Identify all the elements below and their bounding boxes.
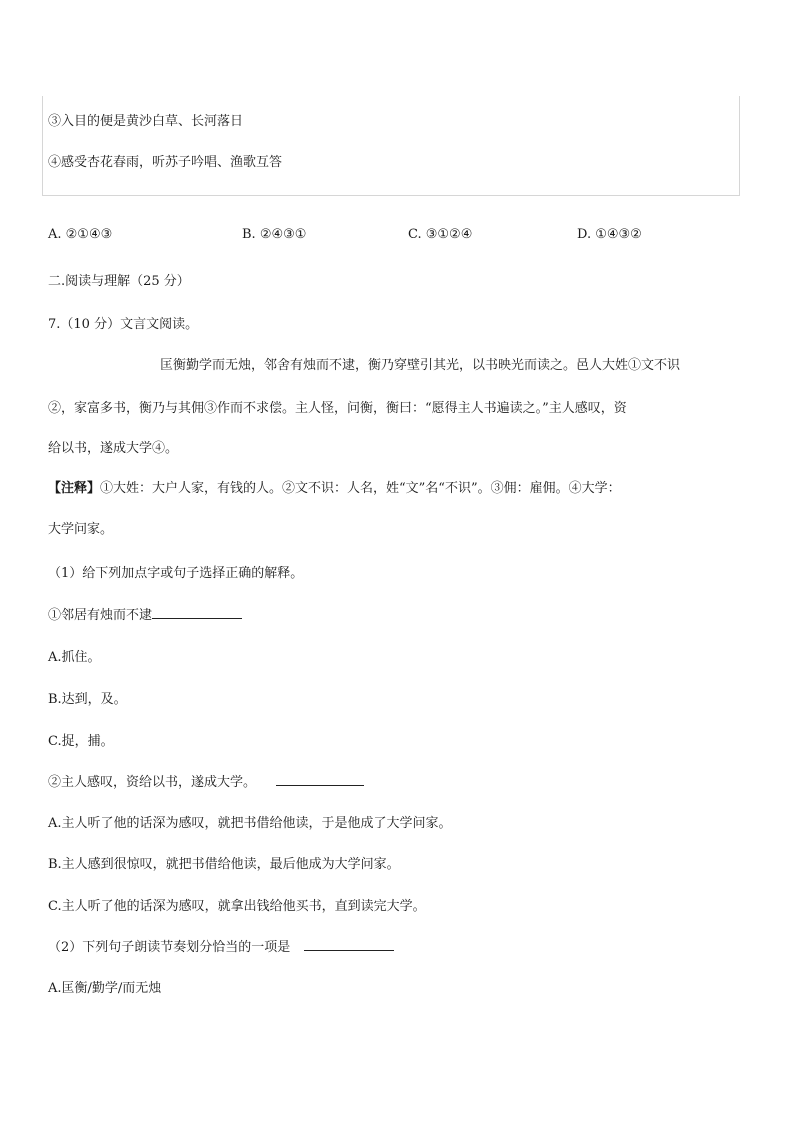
answer-blank[interactable] — [304, 938, 394, 951]
choice-a: A. ②①④③ — [48, 227, 113, 242]
sub-question-2 — [48, 936, 394, 955]
answer-blank[interactable] — [152, 606, 242, 619]
box-line-4: ④感受杏花春雨，听苏子吟唱、渔歌互答 — [48, 155, 283, 170]
box-line-3: ③入目的便是黄沙白草、长河落日 — [48, 114, 244, 129]
sub1-item1-option-a: A.抓住。 — [48, 650, 101, 665]
sub2-option-a: A.匡衡/勤学/而无烛 — [48, 981, 162, 996]
choice-c: C. ③①②④ — [408, 227, 473, 242]
note-text: ①大姓：大户人家，有钱的人。②文不识：人名，姓“文”名“不识”。③佣：雇佣。④大学： — [100, 481, 621, 496]
sub1-item1-option-b: B.达到，及。 — [48, 692, 127, 707]
sub-question-1: （1）给下列加点字或句子选择正确的解释。 — [48, 566, 304, 581]
sub-question-2-text: （2）下列句子朗读节奏划分恰当的一项是 — [48, 940, 291, 955]
choice-b: B. ②④③① — [242, 227, 307, 242]
sub1-item-1-text: ①邻居有烛而不逮 — [48, 608, 153, 623]
passage-line-2: ②，家富多书，衡乃与其佣③作而不求偿。主人怪，问衡，衡曰：“愿得主人书遍读之。”主人感叹，资 — [48, 401, 627, 416]
sub1-item-2-text: ②主人感叹，资给以书，遂成大学。 — [48, 775, 257, 790]
section-title: 二.阅读与理解（25 分） — [48, 274, 190, 289]
passage-line-1: 匡衡勤学而无烛，邻舍有烛而不逮，衡乃穿壁引其光，以书映光而读之。邑人大姓①文不识 — [160, 358, 681, 373]
passage-line-3: 给以书，遂成大学④。 — [48, 441, 179, 456]
note-line-1 — [48, 477, 621, 496]
note-label: 【注释】 — [48, 481, 101, 496]
answer-blank[interactable] — [276, 773, 364, 786]
sub1-item-1 — [48, 604, 242, 623]
sub1-item-2 — [48, 771, 364, 790]
choice-d: D. ①④③② — [577, 227, 642, 242]
sub1-item2-option-c: C.主人听了他的话深为感叹，就拿出钱给他买书，直到读完大学。 — [48, 899, 426, 914]
sub1-item2-option-a: A.主人听了他的话深为感叹，就把书借给他读，于是他成了大学问家。 — [48, 816, 452, 831]
question-7-title: 7.（10 分）文言文阅读。 — [48, 317, 199, 332]
sub1-item1-option-c: C.捉，捕。 — [48, 734, 114, 749]
note-line-2: 大学问家。 — [48, 522, 114, 537]
sub1-item2-option-b: B.主人感到很惊叹，就把书借给他读，最后他成为大学问家。 — [48, 857, 400, 872]
